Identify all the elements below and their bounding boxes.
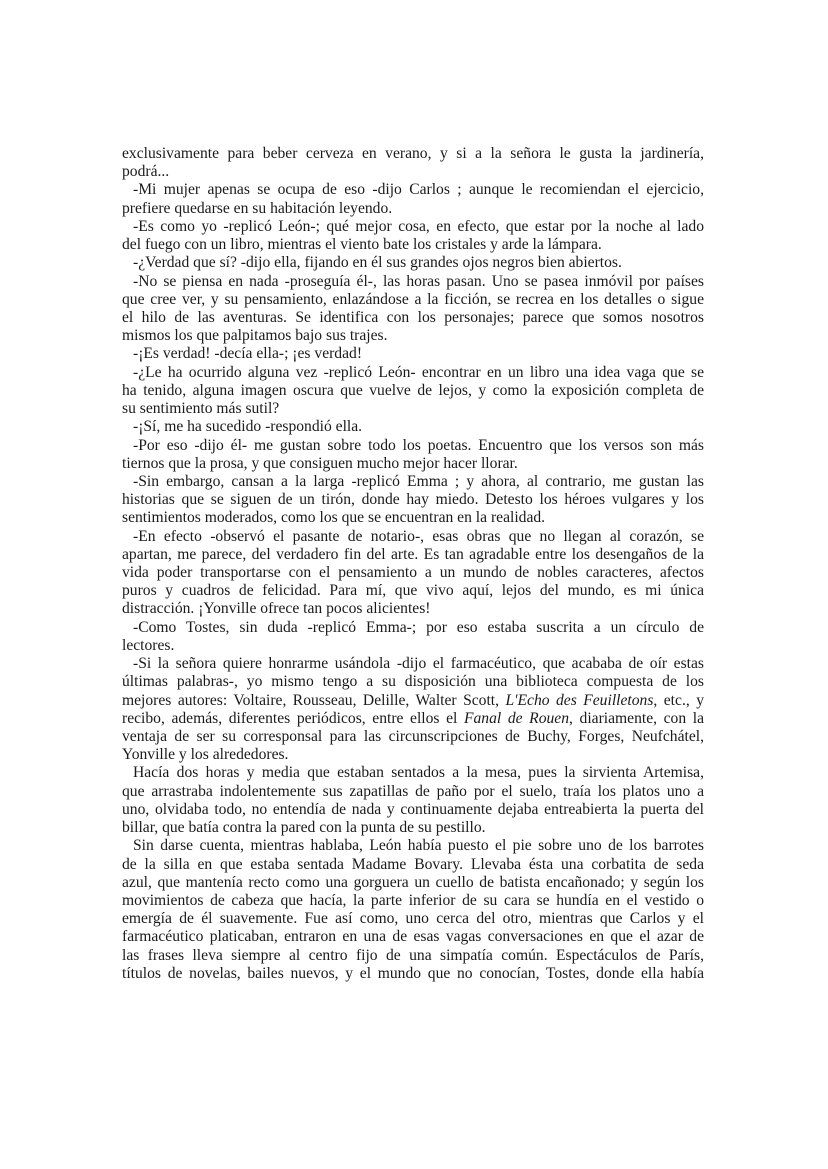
- text-line: billar, que batía contra la pared con la punta de su pestillo.: [122, 819, 486, 837]
- text-line: -¡Sí, me ha sucedido -respondió ella.: [133, 418, 363, 436]
- text-line: azul, que mantenía recto como una gorguera un cuello de batista encañonado; y según los: [122, 873, 704, 891]
- text-line: mismos los que palpitamos bajo sus trajes.: [122, 327, 388, 345]
- text-line: -¡Es verdad! -decía ella-; ¡es verdad!: [133, 345, 363, 363]
- text-line: títulos de novelas, bailes nuevos, y el mundo que no conocían, Tostes, donde ella había: [122, 964, 704, 982]
- text-line: -No se piensa en nada -proseguía él-, las horas pasan. Uno se pasea inmóvil por países: [133, 272, 704, 290]
- text-line: -Por eso -dijo él- me gustan sobre todo los poetas. Encuentro que los versos son más: [133, 436, 704, 454]
- text-line: podrá...: [122, 163, 170, 181]
- text-line: ventaja de ser su corresponsal para las circunscripciones de Buchy, Forges, Neufchátel,: [122, 728, 704, 745]
- text-line: Sin darse cuenta, mientras hablaba, León había puesto el pie sobre uno de los barrotes: [133, 837, 704, 855]
- text-line: emergía de él suavemente. Fue así como, uno cerca del otro, mientras que Carlos y el: [122, 910, 704, 928]
- text-line: que cree ver, y su pensamiento, enlazándose a la ficción, se recrea en los detalles o sigue: [122, 290, 704, 308]
- text-line: lectores.: [122, 636, 175, 654]
- italic-title-fanal: Fanal de Rouen: [463, 709, 570, 727]
- text-line: -Sin embargo, cansan a la larga -replicó Emma ; y ahora, al contrario, me gustan las: [133, 472, 704, 490]
- text-line: -¿Le ha ocurrido alguna vez -replicó León- encontrar en un libro una idea vaga que se: [133, 363, 704, 381]
- text-line: de la silla en que estaba sentada Madame Bovary. Llevaba ésta una corbatita de seda: [122, 855, 704, 873]
- text-line: -Si la señora quiere honrarme usándola -dijo el farmacéutico, que acababa de oír estas: [133, 655, 704, 673]
- text-line: exclusivamente para beber cerveza en verano, y si a la señora le gusta la jardinería,: [122, 145, 704, 162]
- text-line: Yonville y los alrededores.: [122, 746, 289, 764]
- text-line: distracción. ¡Yonville ofrece tan pocos alicientes!: [122, 600, 431, 618]
- text-line: vida poder transportarse con el pensamiento a un mundo de nobles caracteres, afectos: [122, 564, 704, 582]
- text-line: farmacéutico platicaban, entraron en una de esas vagas conversaciones en que el azar de: [122, 928, 704, 946]
- text-line: -¿Verdad que sí? -dijo ella, fijando en él sus grandes ojos negros bien abiertos.: [133, 254, 622, 272]
- text-line-mixed: [122, 710, 704, 728]
- text-line: -Es como yo -replicó León-; qué mejor cosa, en efecto, que estar por la noche al lado: [133, 217, 704, 235]
- text-line: -Como Tostes, sin duda -replicó Emma-; por eso estaba suscrita a un círculo de: [133, 618, 704, 636]
- document-page: [122, 145, 704, 983]
- text-segment: recibo, además, diferentes periódicos, entre ellos el: [122, 709, 464, 727]
- text-line: ha tenido, alguna imagen oscura que vuelve de lejos, y como la exposición completa de: [122, 381, 704, 399]
- text-line: que arrastraba indolentemente sus zapatillas de paño por el suelo, traía los platos uno a: [122, 782, 704, 800]
- text-line: -En efecto -observó el pasante de notario-, esas obras que no llegan al corazón, se: [133, 527, 704, 545]
- text-segment: , etc., y: [653, 691, 704, 709]
- text-line: el hilo de las aventuras. Se identifica con los personajes; parece que somos nosotros: [122, 308, 704, 326]
- italic-title-echo: L'Echo des Feuilletons: [505, 691, 654, 709]
- text-line: historias que se siguen de un tirón, donde hay miedo. Detesto los héroes vulgares y los: [122, 491, 704, 509]
- text-line: Hacía dos horas y media que estaban sentados a la mesa, pues la sirvienta Artemisa,: [133, 764, 704, 782]
- text-line: las frases lleva siempre al centro fijo de una simpatía común. Espectáculos de París,: [122, 946, 704, 964]
- text-line-mixed: [122, 692, 704, 710]
- text-line: movimientos de cabeza que hacía, la parte inferior de su cara se hundía en el vestido o: [122, 891, 704, 909]
- text-line: sentimientos moderados, como los que se encuentran en la realidad.: [122, 509, 546, 527]
- text-segment: , diariamente, con la: [569, 709, 705, 727]
- text-line: apartan, me parece, del verdadero fin del arte. Es tan agradable entre los desengaños de la: [122, 545, 704, 563]
- text-line: del fuego con un libro, mientras el viento bate los cristales y arde la lámpara.: [122, 236, 602, 254]
- text-line: su sentimiento más sutil?: [122, 400, 280, 418]
- text-segment: mejores autores: Voltaire, Rousseau, Delille, Walter Scott,: [122, 691, 506, 709]
- text-line: -Mi mujer apenas se ocupa de eso -dijo Carlos ; aunque le recomiendan el ejercicio,: [133, 181, 704, 199]
- text-line: tiernos que la prosa, y que consiguen mucho mejor hacer llorar.: [122, 454, 518, 472]
- text-line: últimas palabras-, yo mismo tengo a su disposición una biblioteca compuesta de los: [122, 673, 704, 691]
- text-line: puros y cuadros de felicidad. Para mí, que vivo aquí, lejos del mundo, es mi única: [122, 582, 704, 600]
- text-line: prefiere quedarse en su habitación leyendo.: [122, 199, 393, 217]
- text-line: uno, olvidaba todo, no entendía de nada y continuamente dejaba entreabierta la puerta del: [122, 800, 704, 818]
